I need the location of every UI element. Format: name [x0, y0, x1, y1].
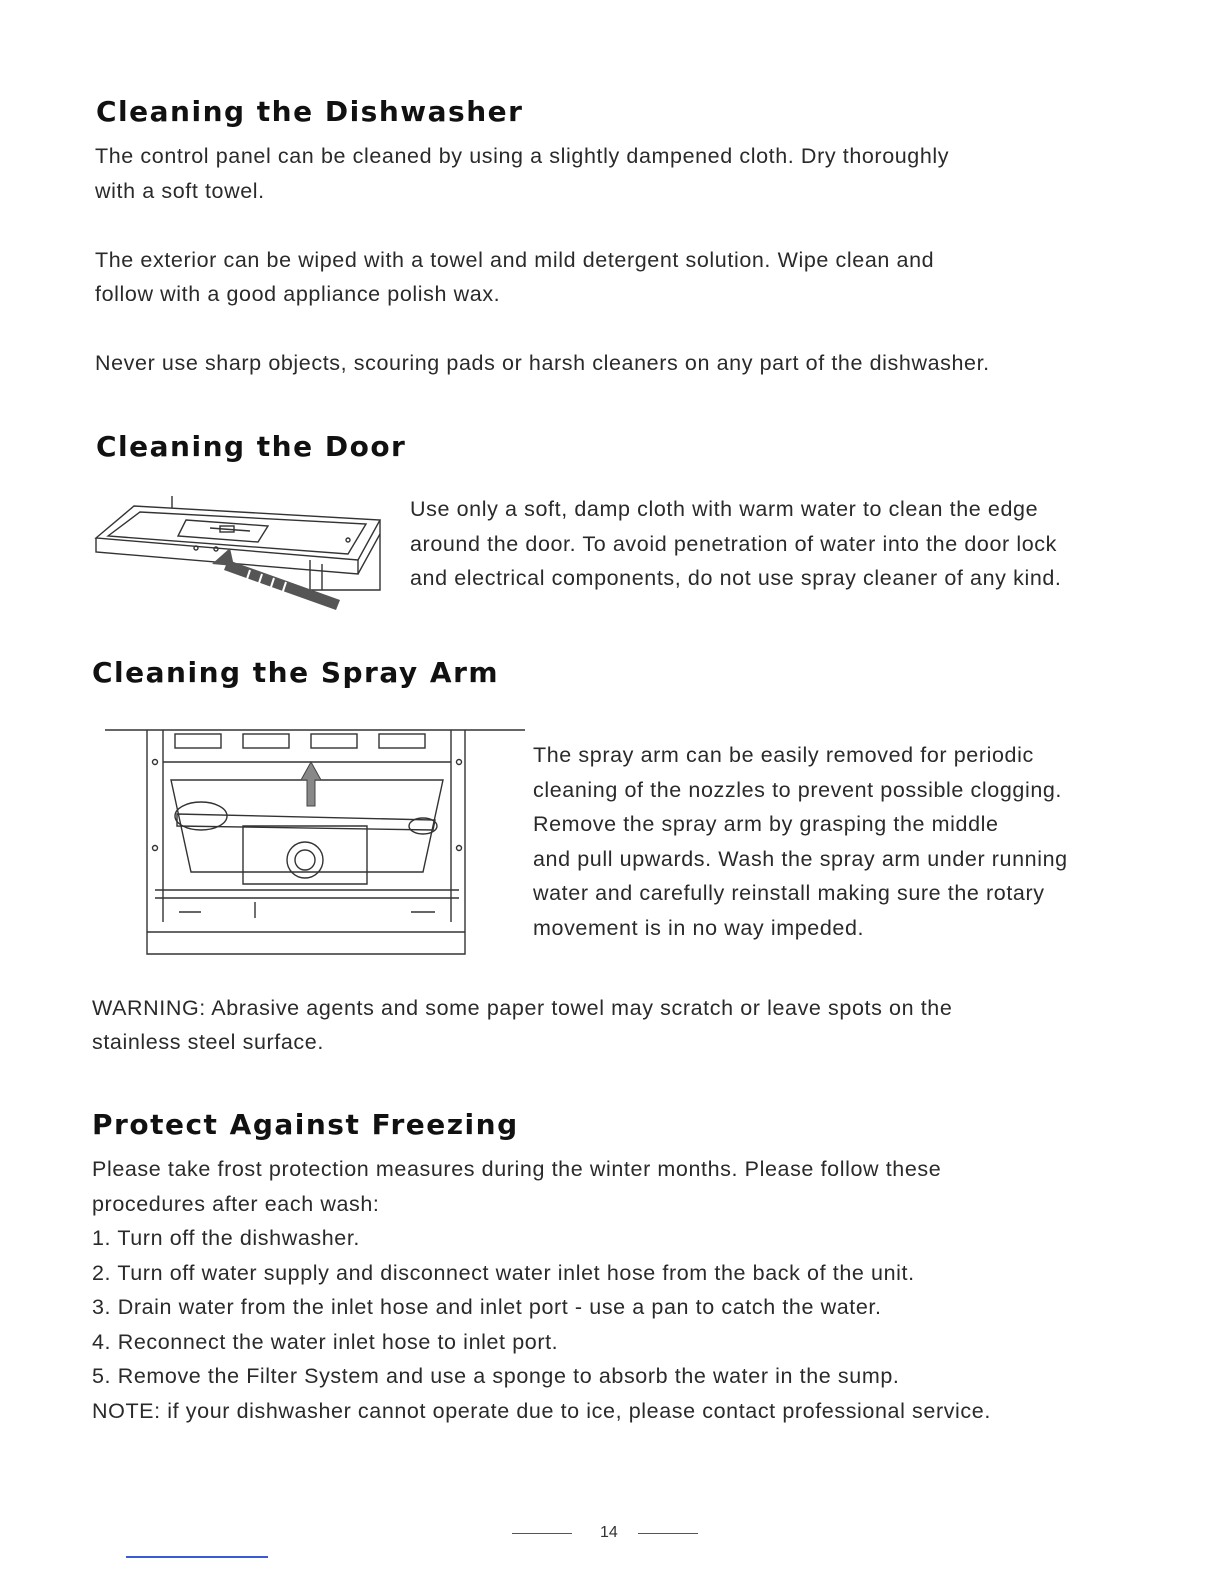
freezing-step: 4. Reconnect the water inlet hose to inlet port.: [92, 1329, 559, 1354]
page-number: 14: [600, 1524, 618, 1541]
warning-line1: WARNING: Abrasive agents and some paper towel may scratch or leave spots on the: [92, 996, 953, 1020]
door-text-line: around the door. To avoid penetration of water into the door lock: [410, 531, 1057, 556]
freezing-step: 5. Remove the Filter System and use a sponge to absorb the water in the sump.: [92, 1364, 900, 1388]
spray-arm-text: [533, 738, 1068, 945]
freezing-text: [92, 1152, 991, 1428]
freezing-note: NOTE: if your dishwasher cannot operate due to ice, please contact professional service.: [92, 1398, 991, 1423]
footer-rule-left: [512, 1533, 572, 1534]
door-text-line: and electrical components, do not use spray cleaner of any kind.: [410, 566, 1062, 590]
heading-cleaning-spray-arm: Cleaning the Spray Arm: [92, 656, 500, 689]
warning-line2: stainless steel surface.: [92, 1030, 324, 1054]
dishwasher-para2-line2: follow with a good appliance polish wax.: [95, 282, 501, 306]
freezing-step: 2. Turn off water supply and disconnect water inlet hose from the back of the unit.: [92, 1260, 915, 1285]
spray-arm-text-line: Remove the spray arm by grasping the middle: [533, 812, 999, 836]
footer-rule-right: [638, 1533, 698, 1534]
dishwasher-para1-line1: The control panel can be cleaned by using a slightly dampened cloth. Dry thoroughly: [95, 144, 950, 168]
door-edge-illustration: [90, 490, 390, 615]
freezing-step: 3. Drain water from the inlet hose and inlet port - use a pan to catch the water.: [92, 1295, 882, 1319]
dishwasher-para2-line1: The exterior can be wiped with a towel and mild detergent solution. Wipe clean and: [95, 248, 935, 272]
page-edge-mark: [126, 1556, 268, 1558]
freezing-text-line: procedures after each wash:: [92, 1191, 380, 1216]
spray-arm-text-line: water and carefully reinstall making sure the rotary: [533, 881, 1045, 905]
door-text-line: Use only a soft, damp cloth with warm water to clean the edge: [410, 497, 1039, 521]
dishwasher-para3: Never use sharp objects, scouring pads or harsh cleaners on any part of the dishwasher.: [95, 351, 990, 375]
dishwasher-para1-line2: with a soft towel.: [95, 179, 265, 203]
freezing-step: 1. Turn off the dishwasher.: [92, 1226, 360, 1250]
spray-arm-text-line: and pull upwards. Wash the spray arm under running: [533, 846, 1068, 871]
freezing-text-line: Please take frost protection measures during the winter months. Please follow these: [92, 1157, 942, 1181]
spray-arm-text-line: cleaning of the nozzles to prevent possible clogging.: [533, 777, 1063, 802]
spray-arm-text-line: The spray arm can be easily removed for periodic: [533, 743, 1034, 767]
door-text: [410, 492, 1062, 596]
heading-protect-freezing: Protect Against Freezing: [92, 1108, 519, 1141]
spray-arm-illustration: [105, 722, 525, 962]
heading-cleaning-dishwasher: Cleaning the Dishwasher: [96, 95, 524, 128]
spray-arm-text-line: movement is in no way impeded.: [533, 915, 865, 940]
heading-cleaning-door: Cleaning the Door: [96, 430, 407, 463]
